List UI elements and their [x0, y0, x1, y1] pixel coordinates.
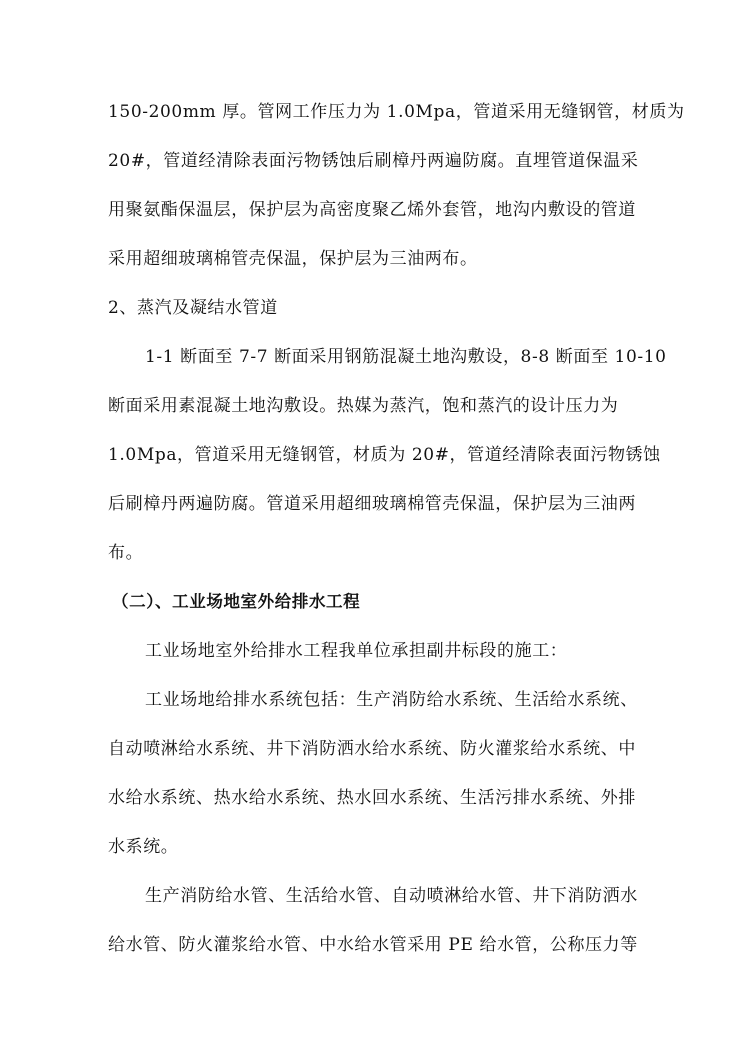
body-text-line: 工业场地给排水系统包括：生产消防给水系统、生活给水系统、 — [145, 690, 638, 710]
body-text-line: 生产消防给水管、生活给水管、自动喷淋给水管、井下消防洒水 — [145, 886, 638, 906]
body-text-line: 水给水系统、热水给水系统、热水回水系统、生活污排水系统、外排 — [108, 788, 636, 808]
body-text-line: 自动喷淋给水系统、井下消防洒水给水系统、防火灌浆给水系统、中 — [108, 739, 636, 759]
body-text-line: 布。 — [108, 543, 144, 563]
section-subtitle: 2、蒸汽及凝结水管道 — [108, 298, 278, 318]
body-text-line: 水系统。 — [108, 837, 179, 857]
body-text-line: 1-1 断面至 7-7 断面采用钢筋混凝土地沟敷设，8-8 断面至 10-10 — [145, 347, 667, 367]
body-text-line: 150-200mm 厚。管网工作压力为 1.0Mpa，管道采用无缝钢管，材质为 — [108, 102, 685, 122]
body-text-line: 断面采用素混凝土地沟敷设。热媒为蒸汽，饱和蒸汽的设计压力为 — [108, 396, 619, 416]
body-text-line: 采用超细玻璃棉管壳保温，保护层为三油两布。 — [108, 249, 478, 269]
body-text-line: 1.0Mpa，管道采用无缝钢管，材质为 20#，管道经清除表面污物锈蚀 — [108, 445, 661, 465]
section-heading: （二）、工业场地室外给排水工程 — [112, 592, 361, 611]
body-text-line: 工业场地室外给排水工程我单位承担副井标段的施工： — [145, 641, 568, 661]
body-text-line: 20#，管道经清除表面污物锈蚀后刷樟丹两遍防腐。直埋管道保温采 — [108, 151, 639, 171]
body-text-line: 给水管、防火灌浆给水管、中水给水管采用 PE 给水管，公称压力等 — [108, 935, 638, 955]
body-text-line: 用聚氨酯保温层，保护层为高密度聚乙烯外套管，地沟内敷设的管道 — [108, 200, 636, 220]
body-text-line: 后刷樟丹两遍防腐。管道采用超细玻璃棉管壳保温，保护层为三油两 — [108, 494, 636, 514]
